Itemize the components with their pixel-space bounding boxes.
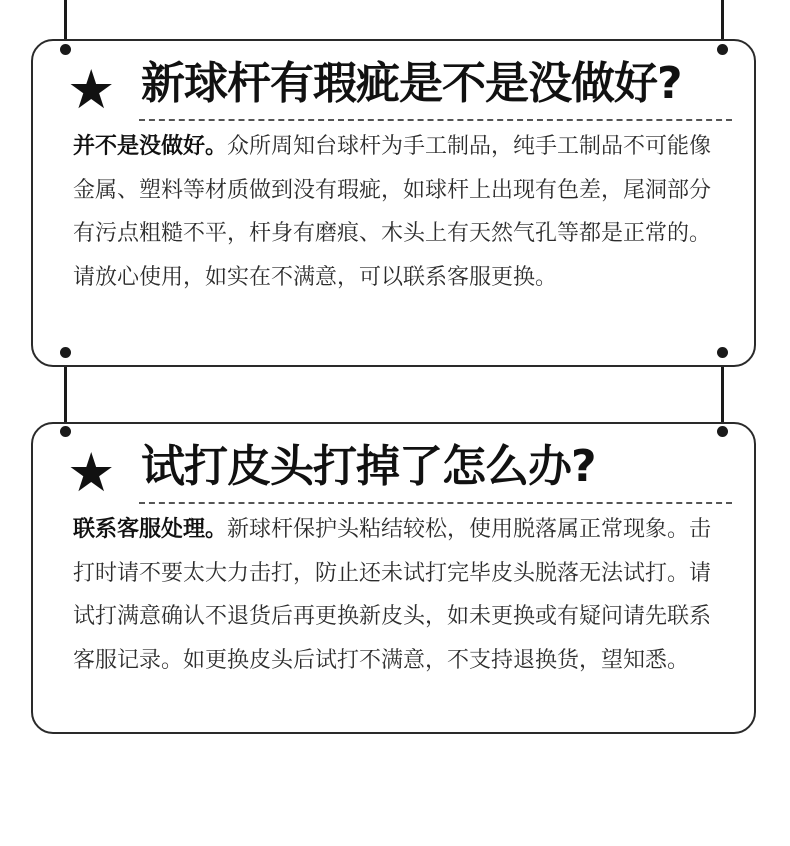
faq-answer-text: 众所周知台球杆为手工制品，纯手工制品不可能像金属、塑料等材质做到没有瑕疵，如球杆上出现有色差，尾洞部分有污点粗糙不平，杆身有磨痕、木头上有天然气孔等都是正常的。请放心使用，如实在不满意，可以联系客服更换。 [73,134,712,290]
connector-dot [60,44,71,55]
connector-dot [60,347,71,358]
faq-answer-lead: 联系客服处理。 [73,517,228,542]
star-icon: ★ [67,58,116,121]
faq-answer-text: 新球杆保护头粘结较松，使用脱落属正常现象。击打时请不要太大力击打，防止还未试打完毕皮头脱落无法试打。请试打满意确认不退货后再更换新皮头，如未更换或有疑问请先联系客服记录。如更换皮头后试打不满意，不支持退换货，望知悉。 [73,517,712,673]
connector-dot [717,44,728,55]
faq-title: 新球杆有瑕疵是不是没做好? [141,58,682,109]
star-icon: ★ [67,441,116,504]
faq-card-2 [31,422,756,734]
faq-card-header [67,57,732,121]
faq-card-1 [31,39,756,367]
connector-dot [717,347,728,358]
dashed-divider [139,502,732,504]
faq-answer-lead: 并不是没做好。 [73,134,228,159]
connector-dot [717,426,728,437]
faq-answer [73,125,724,299]
faq-card-header [67,440,732,504]
faq-answer [73,508,724,682]
connector-dot [60,426,71,437]
faq-title: 试打皮头打掉了怎么办? [141,441,596,492]
dashed-divider [139,119,732,121]
